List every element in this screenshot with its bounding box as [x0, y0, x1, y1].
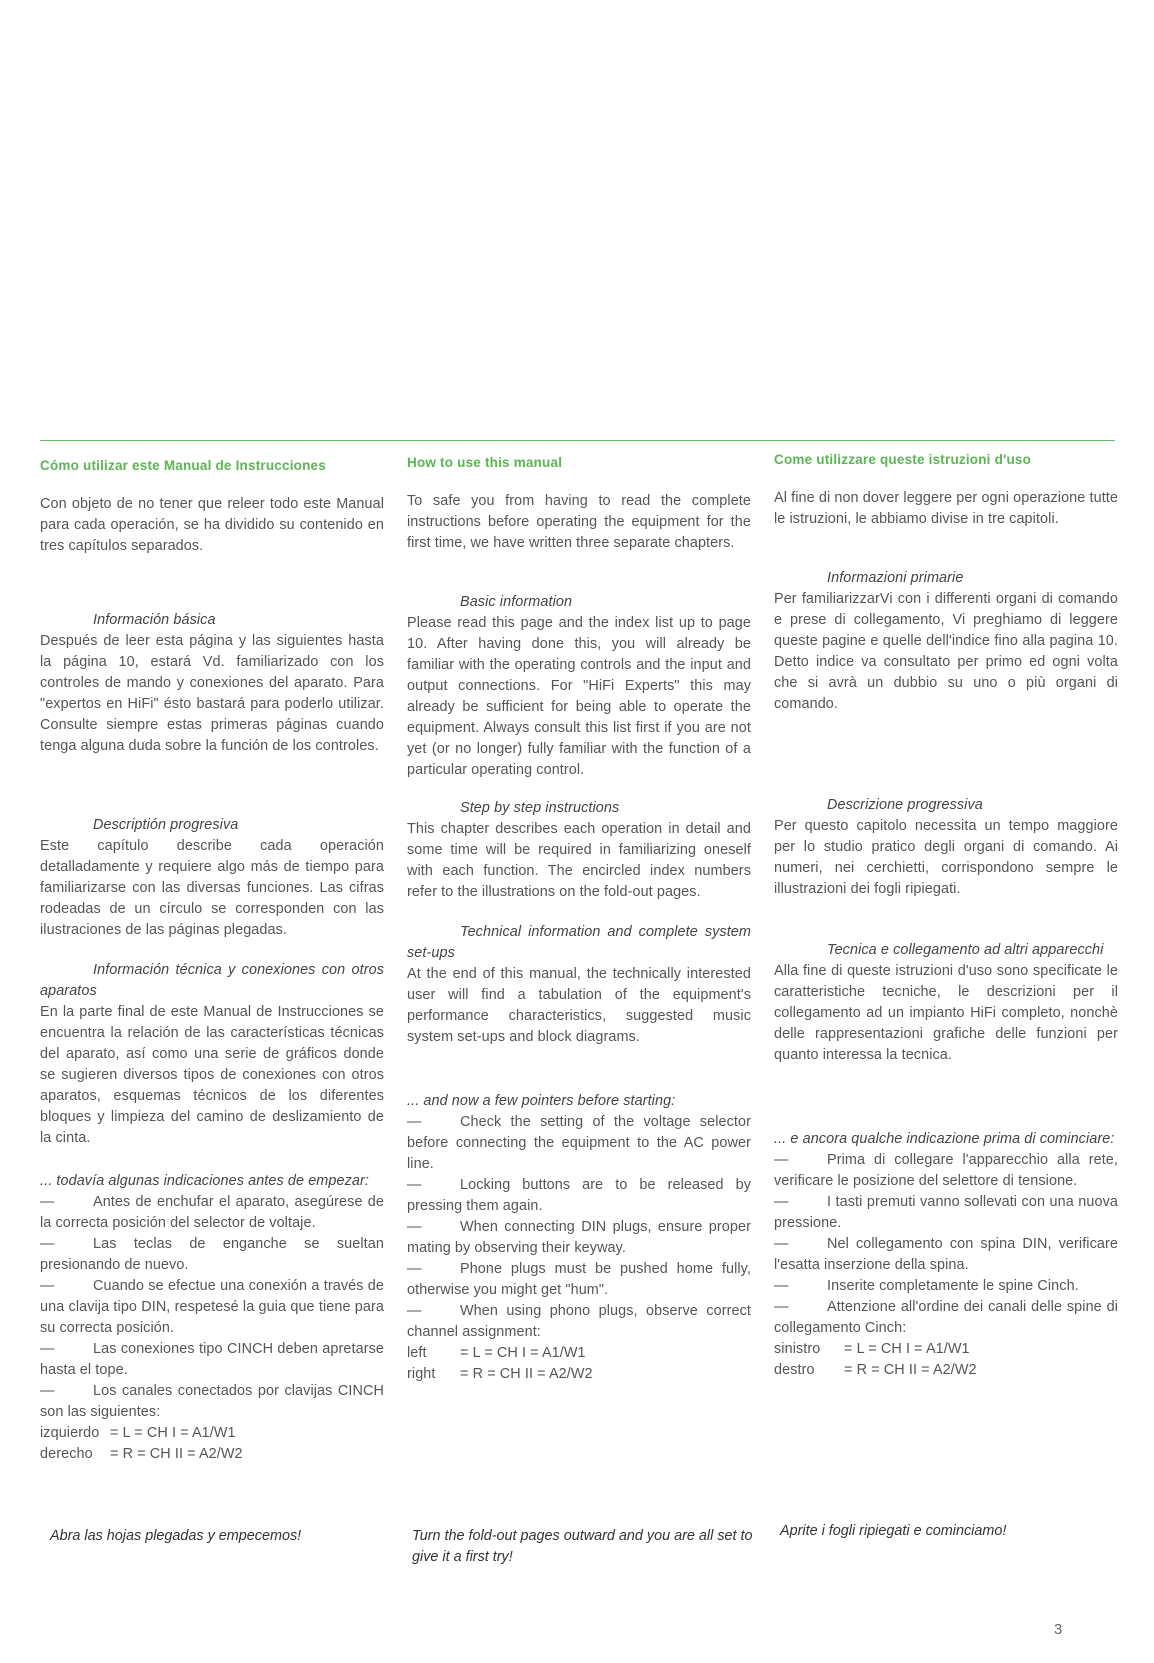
basic-text-en: Please read this page and the index list up to page 10. After having done this, you will already be familiar with the operating controls and the input and output connections. For "HiFi Experts" this may already be sufficient for being able to operate the equipment. Always consult this list first if you are not yet (or no longer) fully familiar with the function of a particular operating control.	[407, 615, 751, 778]
pointer-it-3: — Nel collegamento con spina DIN, verificare l'esatta inserzione della spina.	[774, 1236, 1118, 1273]
tech-text-it: Alla fine di queste istruzioni d'uso sono specificate le caratteristiche tecniche, le descrizioni per il collegamento ad un impianto HiFi completo, nonchè delle rappresentazioni grafiche delle funzioni per quanto interessa la tecnica.	[774, 963, 1118, 1063]
pointer-en-3: — When connecting DIN plugs, ensure proper mating by observing their keyway.	[407, 1219, 751, 1256]
closing-it: Aprite i fogli ripiegati e cominciamo!	[780, 1523, 1007, 1539]
left-assign-en: left = L = CH I = A1/W1	[407, 1345, 586, 1361]
closing-es: Abra las hojas plegadas y empecemos!	[50, 1528, 302, 1544]
pointers-title-it: ... e ancora qualche indicazione prima di cominciare:	[774, 1131, 1115, 1147]
pointer-es-5: — Los canales conectados por clavijas CINCH son las siguientes:	[40, 1383, 384, 1420]
closing-en: Turn the fold-out pages outward and you are all set to give it a first try!	[412, 1528, 753, 1565]
step-title-it: Descrizione progressiva	[827, 797, 983, 813]
step-text-it: Per questo capitolo necessita un tempo maggiore per lo studio pratico degli organi di comando. Ai numeri, nei cerchietti, corrispondono sempre le illustrazioni dei fogli ripiegati.	[774, 818, 1118, 897]
section-divider-line	[40, 440, 1115, 441]
left-assign-es: izquierdo = L = CH I = A1/W1	[40, 1425, 236, 1441]
page-number: 3	[1054, 1621, 1063, 1638]
right-assign-en: right = R = CH II = A2/W2	[407, 1366, 593, 1382]
heading-es: Cómo utilizar este Manual de Instrucciones	[40, 458, 326, 473]
pointer-it-5: — Attenzione all'ordine dei canali delle spine di collegamento Cinch:	[774, 1299, 1118, 1336]
left-assign-it: sinistro = L = CH I = A1/W1	[774, 1341, 970, 1357]
tech-text-es: En la parte final de este Manual de Instrucciones se encuentra la relación de las características técnicas del aparato, así como una serie de gráficos donde se sugieren diversos tipos de conexiones con otros aparatos, esquemas técnicos de los diferentes bloques y limpieza del camino de deslizamiento de la cinta.	[40, 1004, 384, 1146]
heading-it: Come utilizzare queste istruzioni d'uso	[774, 452, 1032, 467]
basic-title-es: Información básica	[93, 612, 216, 628]
pointers-title-es: ... todavía algunas indicaciones antes de empezar:	[40, 1173, 369, 1189]
pointer-en-4: — Phone plugs must be pushed home fully, otherwise you might get "hum".	[407, 1261, 751, 1298]
pointer-it-4: — Inserite completamente le spine Cinch.	[774, 1278, 1079, 1294]
tech-title-en: Technical information and complete system set-ups	[407, 924, 751, 961]
column-spanish	[40, 455, 384, 1465]
right-assign-es: derecho = R = CH II = A2/W2	[40, 1446, 243, 1462]
pointer-en-5: — When using phono plugs, observe correct channel assignment:	[407, 1303, 751, 1340]
intro-en: To safe you from having to read the complete instructions before operating the equipment for the first time, we have written three separate chapters.	[407, 493, 751, 551]
pointer-en-2: — Locking buttons are to be released by pressing them again.	[407, 1177, 751, 1214]
right-assign-it: destro = R = CH II = A2/W2	[774, 1362, 977, 1378]
column-english	[407, 452, 751, 1385]
pointer-es-3: — Cuando se efectue una conexión a través de una clavija tipo DIN, respetesé la guia que tiene para su correcta posición.	[40, 1278, 384, 1336]
intro-it: Al fine di non dover leggere per ogni operazione tutte le istruzioni, le abbiamo divise in tre capitoli.	[774, 490, 1118, 527]
basic-text-it: Per familiarizzarVi con i differenti organi di comando e prese di collegamento, Vi preghiamo di leggere queste pagine e quelle dell'indice fino alla pagina 10. Detto indice va consultato per primo ed ogni volta che si avrà un dubbio su uno o più organi di comando.	[774, 591, 1118, 712]
basic-title-en: Basic information	[460, 594, 573, 610]
step-text-en: This chapter describes each operation in detail and some time will be required in familiarizing oneself with each function. The encircled index numbers refer to the illustrations on the fold-out pages.	[407, 821, 751, 900]
pointer-es-1: — Antes de enchufar el aparato, asegúrese de la correcta posición del selector de voltaje.	[40, 1194, 384, 1231]
tech-title-es: Información técnica y conexiones con otros aparatos	[40, 962, 384, 999]
pointer-it-2: — I tasti premuti vanno sollevati con una nuova pressione.	[774, 1194, 1118, 1231]
pointers-title-en: ... and now a few pointers before starting:	[407, 1093, 676, 1109]
column-italian	[774, 449, 1118, 1381]
pointer-es-2: — Las teclas de enganche se sueltan presionando de nuevo.	[40, 1236, 384, 1273]
tech-title-it: Tecnica e collegamento ad altri apparecchi	[827, 942, 1104, 958]
pointer-es-4: — Las conexiones tipo CINCH deben apretarse hasta el tope.	[40, 1341, 384, 1378]
intro-es: Con objeto de no tener que releer todo este Manual para cada operación, se ha dividido su contenido en tres capítulos separados.	[40, 496, 384, 554]
pointer-en-1: — Check the setting of the voltage selector before connecting the equipment to the AC power line.	[407, 1114, 751, 1172]
pointer-it-1: — Prima di collegare l'apparecchio alla rete, verificare le posizione del selettore di tensione.	[774, 1152, 1118, 1189]
basic-title-it: Informazioni primarie	[827, 570, 964, 586]
step-title-en: Step by step instructions	[460, 800, 620, 816]
heading-en: How to use this manual	[407, 455, 563, 470]
tech-text-en: At the end of this manual, the technically interested user will find a tabulation of the equipment's performance characteristics, suggested music system set-ups and block diagrams.	[407, 966, 751, 1045]
step-title-es: Descriptión progresiva	[93, 817, 239, 833]
step-text-es: Este capítulo describe cada operación detalladamente y requiere algo más de tiempo para familiarizarse con las diversas funciones. Las cifras rodeadas de un círculo se corresponden con las ilustraciones de las páginas plegadas.	[40, 838, 384, 938]
basic-text-es: Después de leer esta página y las siguientes hasta la página 10, estará Vd. familiarizado con los controles de mando y conexiones del aparato. Para "expertos en HiFi" ésto bastará para poderlo utilizar. Consulte siempre estas primeras páginas cuando tenga alguna duda sobre la función de los controles.	[40, 633, 384, 754]
